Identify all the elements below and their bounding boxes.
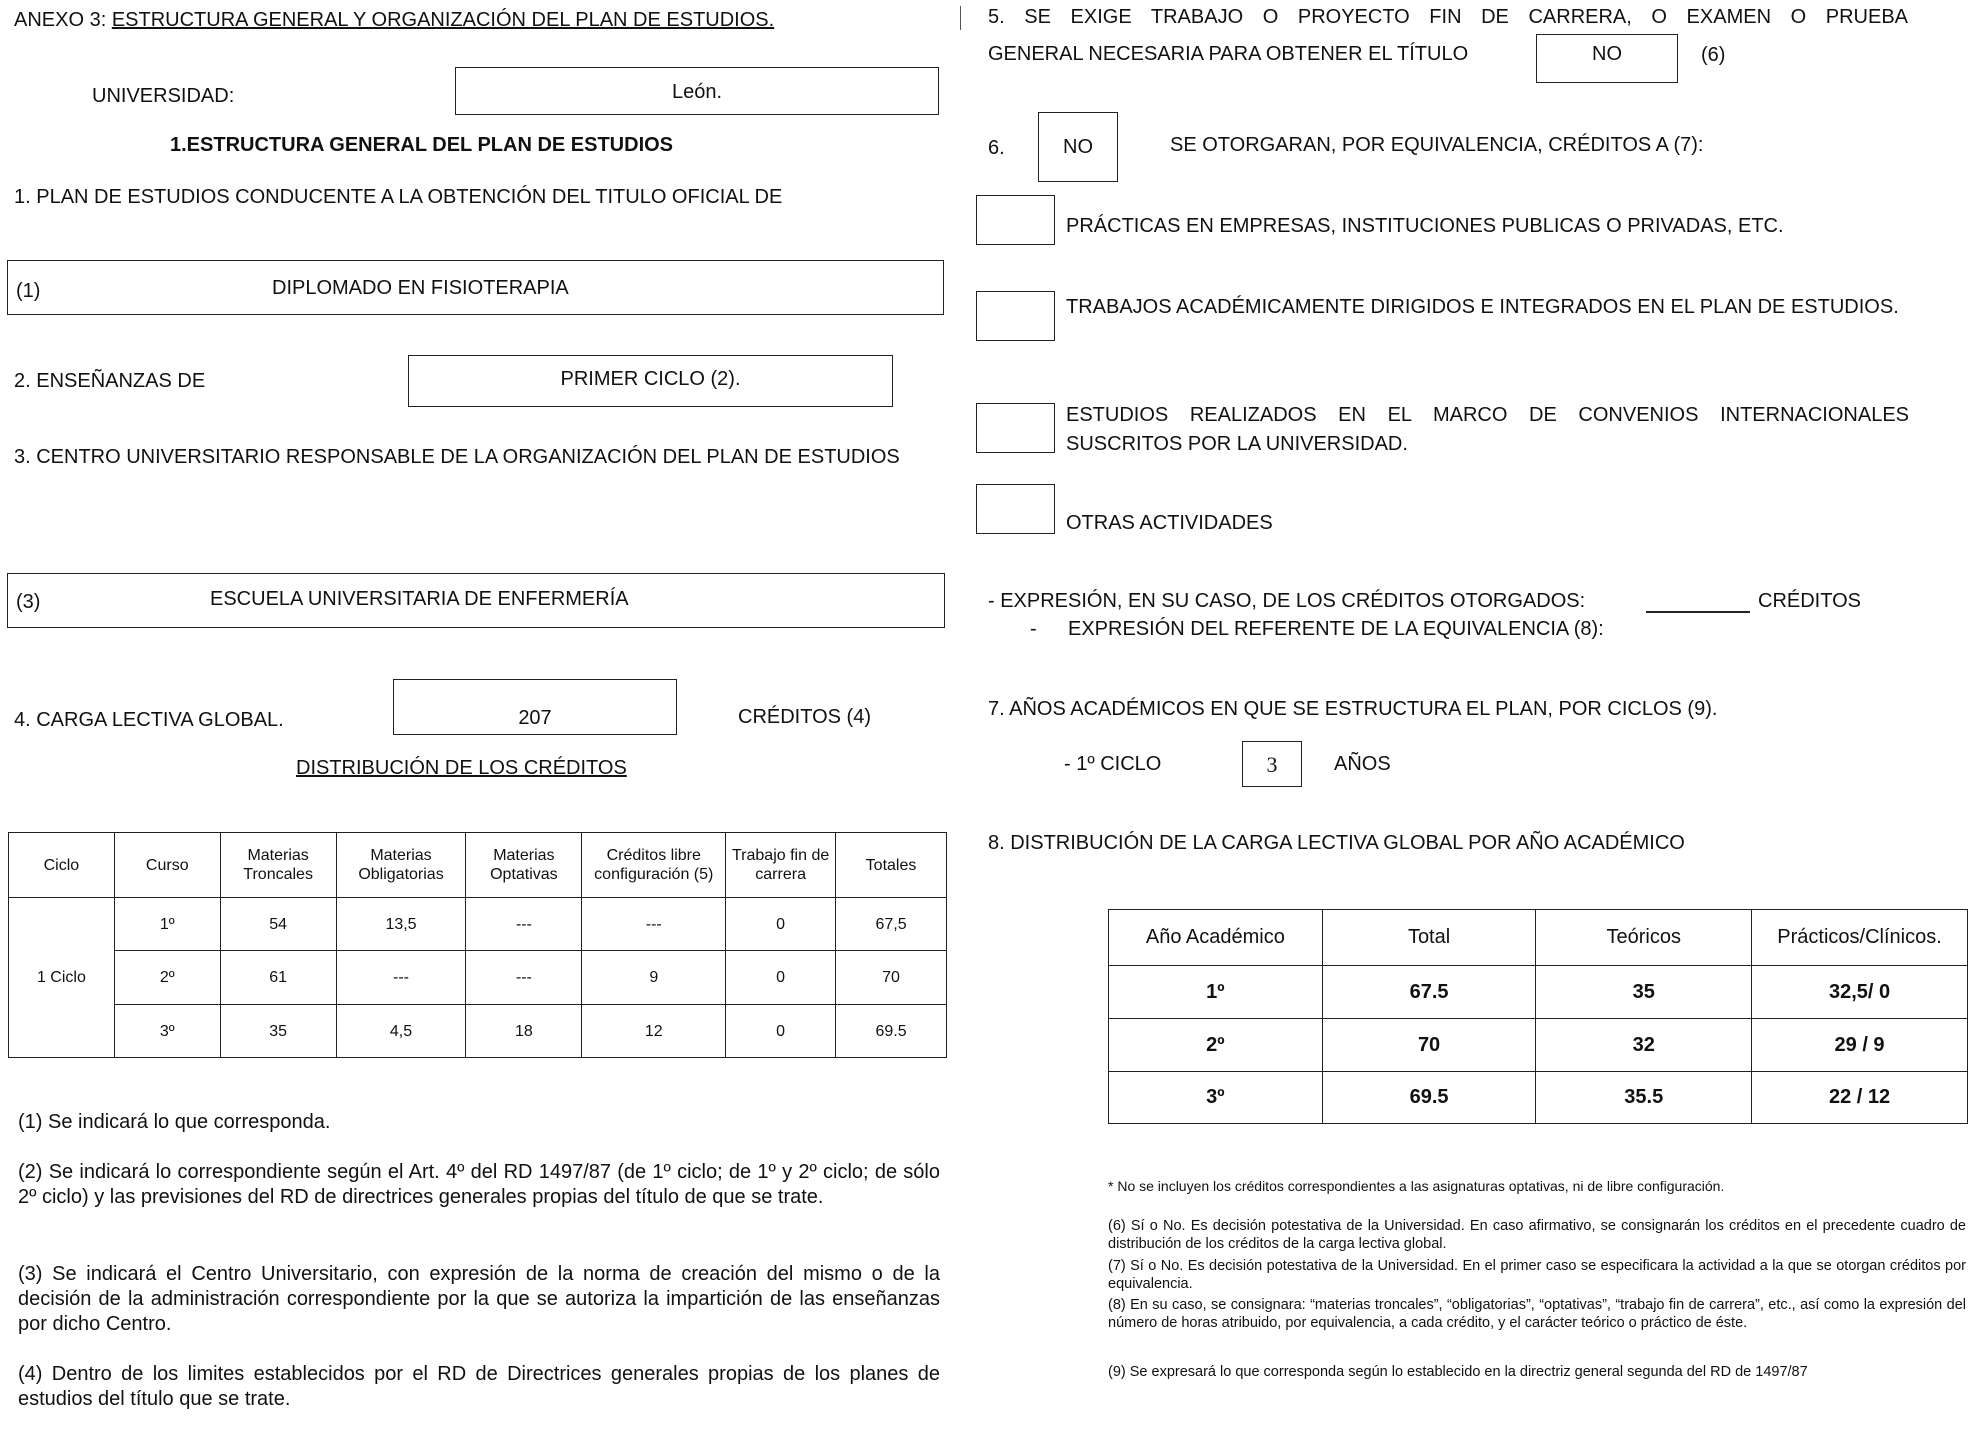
table-cell: 3º bbox=[1109, 1072, 1323, 1124]
table-cell: --- bbox=[466, 951, 582, 1005]
item5-text2: GENERAL NECESARIA PARA OBTENER EL TÍTULO bbox=[988, 43, 1469, 65]
item5-value: NO bbox=[1592, 43, 1622, 65]
anexo-heading bbox=[14, 8, 774, 32]
item1-value: DIPLOMADO EN FISIOTERAPIA bbox=[272, 277, 569, 299]
checkbox-trabajos[interactable] bbox=[976, 291, 1055, 341]
table-cell: 35 bbox=[220, 1005, 336, 1058]
note-2: (2) Se indicará lo correspondiente según el Art. 4º del RD 1497/87 (de 1º ciclo; de 1º y 2º ciclo; de sólo 2º ciclo) y las previsiones del RD de directrices generales propias del título de que se trate. bbox=[18, 1161, 940, 1208]
item3-text: 3. CENTRO UNIVERSITARIO RESPONSABLE DE LA ORGANIZACIÓN DEL PLAN DE ESTUDIOS bbox=[14, 446, 900, 468]
checkbox-practicas[interactable] bbox=[976, 195, 1055, 245]
table-cell: --- bbox=[466, 898, 582, 951]
table-cell: 9 bbox=[582, 951, 726, 1005]
expr-dash: - bbox=[1030, 618, 1037, 640]
item6-prefix: 6. bbox=[988, 137, 1005, 159]
option-otras: OTRAS ACTIVIDADES bbox=[1066, 512, 1273, 534]
table-cell: 35 bbox=[1536, 966, 1752, 1019]
distribution-title: DISTRIBUCIÓN DE LOS CRÉDITOS bbox=[296, 757, 627, 779]
table-cell: 61 bbox=[220, 951, 336, 1005]
header-cell: Teóricos bbox=[1536, 910, 1752, 966]
item6-text: SE OTORGARAN, POR EQUIVALENCIA, CRÉDITOS A (7): bbox=[1170, 134, 1704, 156]
expr-credits-unit: CRÉDITOS bbox=[1758, 590, 1861, 612]
note-3: (3) Se indicará el Centro Universitario, con expresión de la norma de creación del mismo o de la decisión de la administración correspondiente por la que se autoriza la impartición de las enseñanzas por dicho Centro. bbox=[18, 1263, 940, 1335]
item1-text: 1. PLAN DE ESTUDIOS CONDUCENTE A LA OBTENCIÓN DEL TITULO OFICIAL DE bbox=[14, 186, 783, 208]
note-8: (8) En su caso, se consignara: “materias troncales”, “obligatorias”, “optativas”, “trabajo fin de carrera”, etc., así como la expresión del número de horas atribuido, por equivalencia, a cada crédito, y el carácter teórico o práctico de éste. bbox=[1108, 1297, 1966, 1331]
header-cell: Total bbox=[1322, 910, 1536, 966]
note-1: (1) Se indicará lo que corresponda. bbox=[18, 1111, 331, 1133]
credits-blank-line bbox=[1646, 611, 1750, 613]
item1-marker: (1) bbox=[16, 280, 41, 302]
section-title: 1.ESTRUCTURA GENERAL DEL PLAN DE ESTUDIOS bbox=[170, 134, 674, 156]
item8-text: 8. DISTRIBUCIÓN DE LA CARGA LECTIVA GLOBAL POR AÑO ACADÉMICO bbox=[988, 832, 1685, 854]
table-cell: 13,5 bbox=[336, 898, 466, 951]
table-cell: --- bbox=[582, 898, 726, 951]
note-7: (7) Sí o No. Es decisión potestativa de la Universidad. En el primer caso se especificara la actividad a la que se otorgan créditos por equivalencia. bbox=[1108, 1258, 1966, 1292]
universidad-label: UNIVERSIDAD: bbox=[92, 85, 235, 107]
header-cell: Materias Obligatorias bbox=[336, 833, 466, 898]
table-cell: 2º bbox=[1109, 1019, 1323, 1072]
item4-unit: CRÉDITOS (4) bbox=[738, 706, 871, 728]
table-cell: 69.5 bbox=[836, 1005, 947, 1058]
star-note: * No se incluyen los créditos correspondientes a las asignaturas optativas, ni de libre configuración. bbox=[1108, 1178, 1725, 1194]
table-row bbox=[1109, 1072, 1968, 1124]
checkbox-convenios[interactable] bbox=[976, 403, 1055, 453]
table-cell: 35.5 bbox=[1536, 1072, 1752, 1124]
header-cell: Ciclo bbox=[9, 833, 115, 898]
item6-value: NO bbox=[1063, 136, 1093, 158]
table-cell: --- bbox=[336, 951, 466, 1005]
table-cell: 4,5 bbox=[336, 1005, 466, 1058]
table-cell: 32,5/ 0 bbox=[1752, 966, 1968, 1019]
expr-ref: EXPRESIÓN DEL REFERENTE DE LA EQUIVALENCIA (8): bbox=[1068, 618, 1604, 640]
item3-marker: (3) bbox=[16, 591, 41, 613]
header-cell: Curso bbox=[114, 833, 220, 898]
table-cell: 69.5 bbox=[1322, 1072, 1536, 1124]
table-cell: 18 bbox=[466, 1005, 582, 1058]
table-cell: 22 / 12 bbox=[1752, 1072, 1968, 1124]
table-cell: 3º bbox=[114, 1005, 220, 1058]
table-cell: 70 bbox=[1322, 1019, 1536, 1072]
table-cell: 1º bbox=[1109, 966, 1323, 1019]
table-cell: 67,5 bbox=[836, 898, 947, 951]
item3-value: ESCUELA UNIVERSITARIA DE ENFERMERÍA bbox=[210, 588, 629, 610]
table-cell: 12 bbox=[582, 1005, 726, 1058]
header-cell: Materias Optativas bbox=[466, 833, 582, 898]
checkbox-otras[interactable] bbox=[976, 484, 1055, 534]
item4-value: 207 bbox=[518, 707, 552, 729]
table-cell: 0 bbox=[726, 1005, 836, 1058]
table-row bbox=[9, 1005, 947, 1058]
option-convenios: ESTUDIOS REALIZADOS EN EL MARCO DE CONVENIOS INTERNACIONALES SUSCRITOS POR LA UNIVERSIDAD. bbox=[1066, 404, 1909, 455]
table-header-row bbox=[9, 833, 947, 898]
item2-label: 2. ENSEÑANZAS DE bbox=[14, 370, 206, 392]
table-cell: 29 / 9 bbox=[1752, 1019, 1968, 1072]
item7-text: 7. AÑOS ACADÉMICOS EN QUE SE ESTRUCTURA EL PLAN, POR CICLOS (9). bbox=[988, 698, 1718, 720]
column-separator bbox=[960, 6, 961, 30]
option-practicas: PRÁCTICAS EN EMPRESAS, INSTITUCIONES PUBLICAS O PRIVADAS, ETC. bbox=[1066, 215, 1784, 237]
universidad-value: León. bbox=[671, 81, 723, 103]
option-trabajos: TRABAJOS ACADÉMICAMENTE DIRIGIDOS E INTEGRADOS EN EL PLAN DE ESTUDIOS. bbox=[1066, 296, 1899, 318]
credits-distribution-table bbox=[8, 832, 947, 1058]
item7-value: 3 bbox=[1266, 752, 1278, 777]
header-cell: Trabajo fin de carrera bbox=[726, 833, 836, 898]
header-cell: Materias Troncales bbox=[220, 833, 336, 898]
expr-credits: - EXPRESIÓN, EN SU CASO, DE LOS CRÉDITOS OTORGADOS: bbox=[988, 590, 1586, 612]
table-cell: 54 bbox=[220, 898, 336, 951]
table-header-row bbox=[1109, 910, 1968, 966]
item4-label: 4. CARGA LECTIVA GLOBAL. bbox=[14, 709, 284, 731]
header-cell: Totales bbox=[836, 833, 947, 898]
note-6: (6) Sí o No. Es decisión potestativa de la Universidad. En caso afirmativo, se consignarán los créditos en el precedente cuadro de distribución de los créditos de la carga lectiva global. bbox=[1108, 1218, 1966, 1252]
anexo-title: ESTRUCTURA GENERAL Y ORGANIZACIÓN DEL PLAN DE ESTUDIOS. bbox=[111, 9, 775, 31]
header-cell: Créditos libre configuración (5) bbox=[582, 833, 726, 898]
anexo-prefix: ANEXO 3: bbox=[14, 9, 107, 31]
table-cell: 1º bbox=[114, 898, 220, 951]
note-4: (4) Dentro de los limites establecidos por el RD de Directrices generales propias de los planes de estudios del título que se trate. bbox=[18, 1363, 940, 1410]
table-cell: 67.5 bbox=[1322, 966, 1536, 1019]
header-cell: Año Académico bbox=[1109, 910, 1323, 966]
header-cell: Prácticos/Clínicos. bbox=[1752, 910, 1968, 966]
item7-ciclo: - 1º CICLO bbox=[1064, 753, 1162, 775]
table-cell: 2º bbox=[114, 951, 220, 1005]
note-9: (9) Se expresará lo que corresponda según lo establecido en la directriz general segunda del RD de 1497/87 bbox=[1108, 1364, 1808, 1380]
table-cell: 0 bbox=[726, 898, 836, 951]
table-row bbox=[1109, 1019, 1968, 1072]
table-row bbox=[9, 898, 947, 951]
item5-text: 5. SE EXIGE TRABAJO O PROYECTO FIN DE CARRERA, O EXAMEN O PRUEBA bbox=[988, 6, 1908, 28]
year-distribution-table bbox=[1108, 909, 1968, 1124]
table-cell: 70 bbox=[836, 951, 947, 1005]
ciclo-cell: 1 Ciclo bbox=[9, 898, 115, 1058]
table-cell: 32 bbox=[1536, 1019, 1752, 1072]
table-row bbox=[1109, 966, 1968, 1019]
item5-marker: (6) bbox=[1701, 44, 1726, 66]
table-row bbox=[9, 951, 947, 1005]
item7-unit: AÑOS bbox=[1334, 753, 1391, 775]
table-cell: 0 bbox=[726, 951, 836, 1005]
item2-value: PRIMER CICLO (2). bbox=[560, 368, 741, 390]
